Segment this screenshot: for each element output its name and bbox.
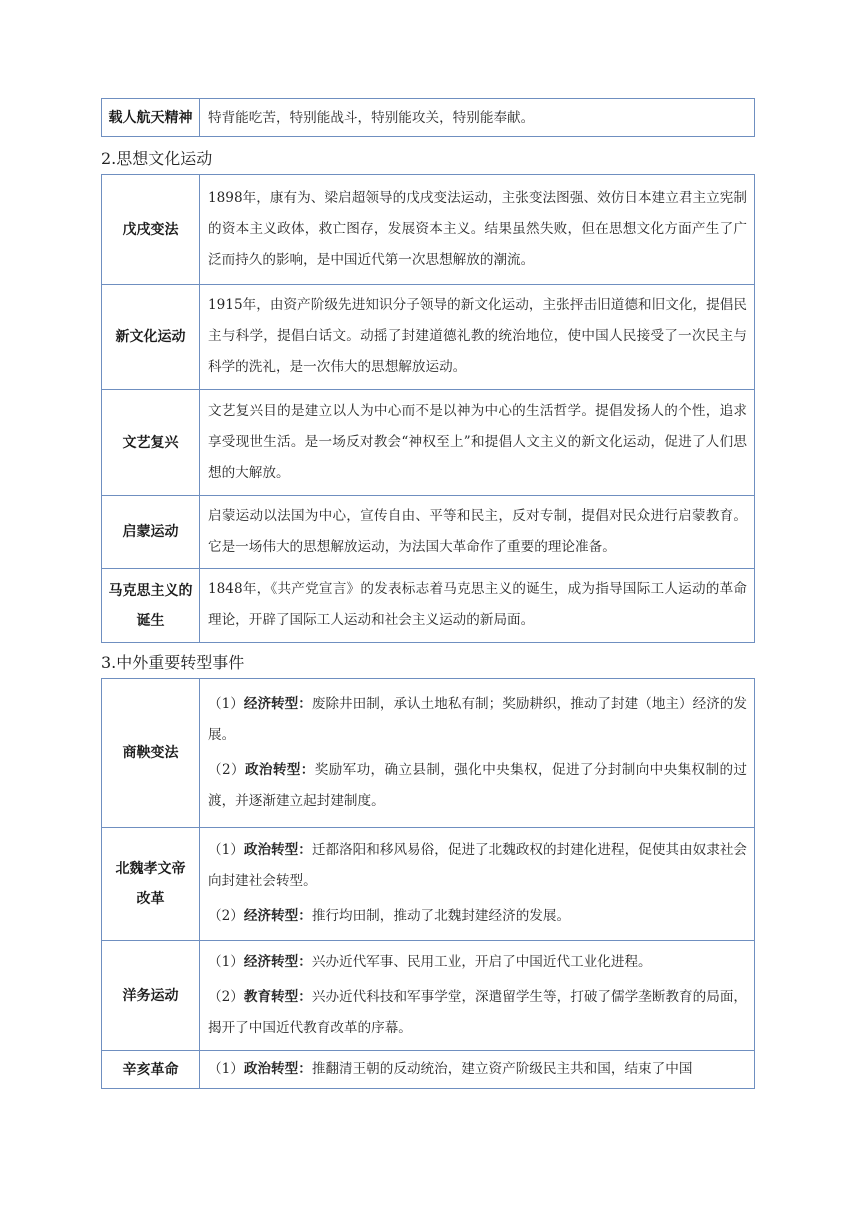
spirit-table [101, 98, 755, 137]
item-label: 政治转型： [243, 1061, 312, 1077]
item-label: 经济转型： [243, 908, 312, 924]
row-content [200, 828, 755, 941]
row-title: 辛亥革命 [102, 1051, 200, 1089]
table-row [102, 285, 755, 390]
table-row [102, 175, 755, 285]
row-title: 商鞅变法 [102, 679, 200, 828]
table-row [102, 679, 755, 828]
section-heading: 2.思想文化运动 [101, 149, 213, 168]
row-title: 戊戌变法 [102, 175, 200, 285]
table-row [102, 569, 755, 643]
list-item: （2）教育转型：兴办近代科技和军事学堂，深遣留学生等，打破了儒学垄断教育的局面，揭开了中国近代教育改革的序幕。 [208, 988, 748, 1036]
item-label: 政治转型： [243, 842, 312, 858]
row-title: 载人航天精神 [102, 99, 200, 137]
row-title: 洋务运动 [102, 941, 200, 1051]
section-heading: 3.中外重要转型事件 [101, 653, 245, 672]
row-content: 文艺复兴目的是建立以人为中心而不是以神为中心的生活哲学。提倡发扬人的个性，追求享受现世生活。是一场反对教会“神权至上”和提倡人文主义的新文化运动，促进了人们思想的大解放。 [200, 390, 755, 496]
table-row [102, 941, 755, 1051]
item-label: 经济转型： [243, 695, 312, 712]
row-content: 1898年，康有为、梁启超领导的戊戌变法运动，主张变法图强、效仿日本建立君主立宪制的资本主义政体，救亡图存，发展资本主义。结果虽然失败，但在思想文化方面产生了广泛而持久的影响，是中国近代第一次思想解放的潮流。 [200, 175, 755, 285]
thought-culture-table [101, 174, 755, 643]
list-item: （1）政治转型：推翻清王朝的反动统治，建立资产阶级民主共和国，结束了中国 [208, 1061, 693, 1077]
row-title: 文艺复兴 [102, 390, 200, 496]
item-label: 教育转型： [243, 988, 312, 1005]
item-label: 政治转型： [244, 761, 315, 778]
list-item: （1）经济转型：废除井田制，承认土地私有制；奖励耕织，推动了封建（地主）经济的发展。 [208, 695, 748, 743]
table-row [102, 1051, 755, 1089]
row-title: 马克思主义的诞生 [102, 569, 200, 643]
row-content: 1848年，《共产党宣言》的发表标志着马克思主义的诞生，成为指导国际工人运动的革命理论，开辟了国际工人运动和社会主义运动的新局面。 [200, 569, 755, 643]
row-content: 启蒙运动以法国为中心，宣传自由、平等和民主，反对专制，提倡对民众进行启蒙教育。它是一场伟大的思想解放运动，为法国大革命作了重要的理论准备。 [200, 496, 755, 569]
row-content [200, 941, 755, 1051]
list-item: （2）经济转型：推行均田制，推动了北魏封建经济的发展。 [208, 908, 571, 924]
row-title: 启蒙运动 [102, 496, 200, 569]
row-content [200, 679, 755, 828]
item-label: 经济转型： [243, 953, 312, 970]
list-item: （1）政治转型：迁都洛阳和移风易俗，促进了北魏政权的封建化进程，促使其由奴隶社会向封建社会转型。 [208, 842, 748, 889]
list-item: （2）政治转型：奖励军功，确立县制，强化中央集权，促进了分封制向中央集权制的过渡，并逐渐建立起封建制度。 [208, 761, 748, 809]
list-item: （1）经济转型：兴办近代军事、民用工业，开启了中国近代工业化进程。 [208, 953, 652, 970]
table-row [102, 390, 755, 496]
row-content: 特背能吃苦，特别能战斗，特别能攻关，特别能奉献。 [200, 99, 755, 137]
table-row [102, 99, 755, 137]
table-row [102, 496, 755, 569]
row-title: 北魏孝文帝改革 [102, 828, 200, 941]
transformation-table [101, 678, 755, 1089]
row-title: 新文化运动 [102, 285, 200, 390]
table-row [102, 828, 755, 941]
row-content: 1915年，由资产阶级先进知识分子领导的新文化运动，主张抨击旧道德和旧文化，提倡民主与科学，提倡白话文。动摇了封建道德礼教的统治地位，使中国人民接受了一次民主与科学的洗礼，是一次伟大的思想解放运动。 [200, 285, 755, 390]
row-content [200, 1051, 755, 1089]
